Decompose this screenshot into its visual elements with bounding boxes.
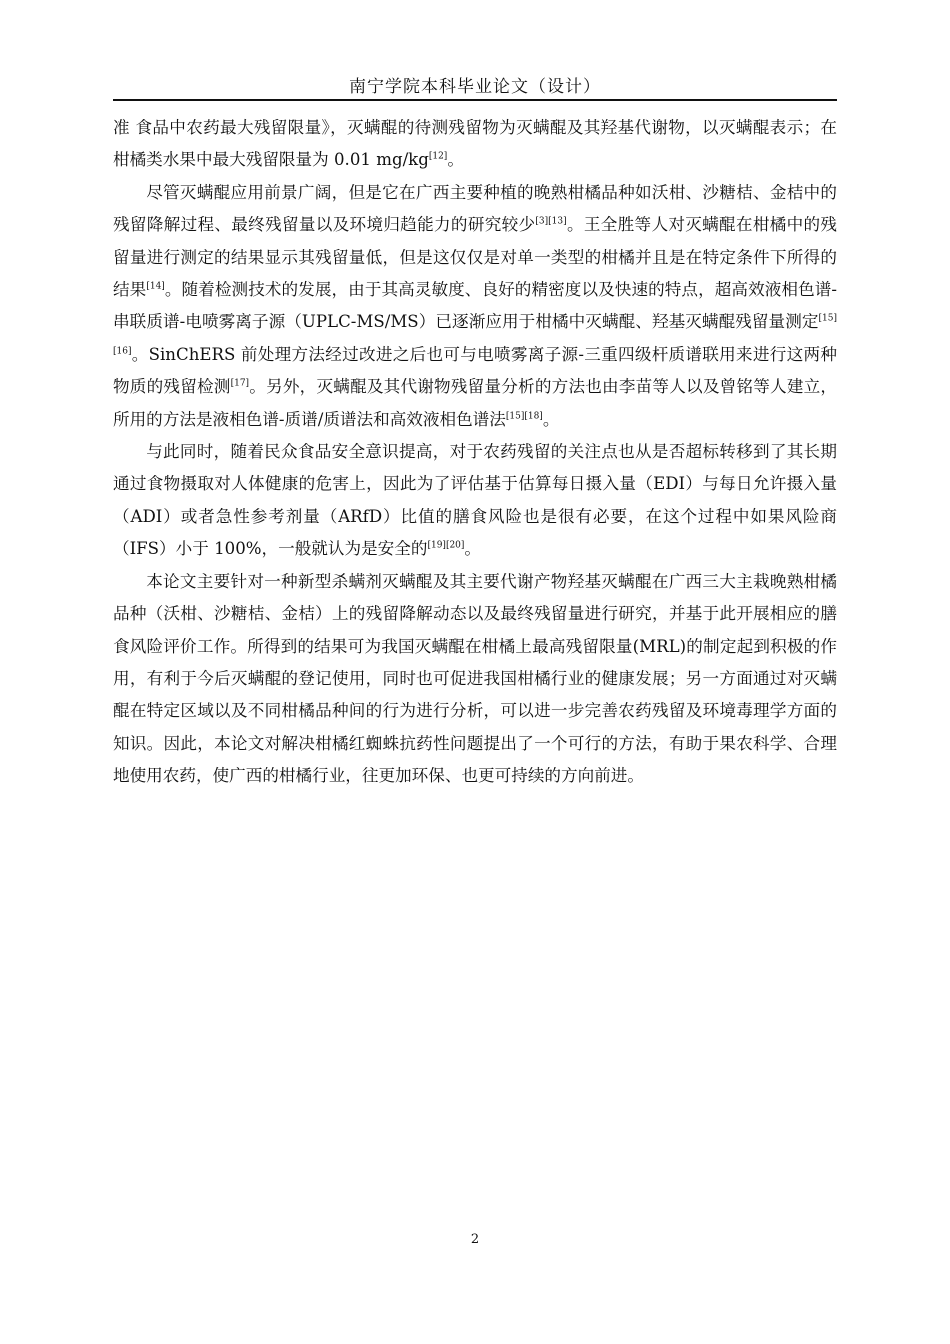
paragraph-text: 。 <box>464 539 482 559</box>
citation-ref: [19][20] <box>427 540 465 551</box>
page-header: 南宁学院本科毕业论文（设计） <box>349 77 601 97</box>
paragraph-text: 。 <box>447 150 464 170</box>
paragraph <box>113 566 837 793</box>
citation-ref: [12] <box>428 151 448 162</box>
paragraph-text: 准 食品中农药最大残留限量》，灭螨醌的待测残留物为灭螨醌及其羟基代谢物，以灭螨醌表示；在柑橘类水果中最大残留限量为 0.01 mg/kg <box>113 118 837 170</box>
paragraph-text: 与此同时，随着民众食品安全意识提高，对于农药残留的关注点也从是否超标转移到了其长期通过食物摄取对人体健康的危害上，因此为了评估基于估算每日摄入量（EDI）与每日允许摄入量（ADI）或者急性参考剂量（ARfD）比值的膳食风险也是很有必要，在这个过程中如果风险商（IFS）小于 100%，一般就认为是安全的 <box>113 442 837 559</box>
page-number: 2 <box>470 1232 480 1247</box>
body-text <box>113 112 837 793</box>
citation-ref: [14] <box>146 281 165 292</box>
paragraph-text: 尽管灭螨醌应用前景广阔，但是它在广西主要种植的晚熟柑橘品种如沃柑、沙糖桔、金桔中的残留降解过程、最终残留量以及环境归趋能力的研究较少 <box>113 182 837 235</box>
citation-ref: [17] <box>230 378 250 389</box>
citation-ref: [15][18] <box>505 411 543 422</box>
paragraph <box>113 177 837 436</box>
citation-ref: [3][13] <box>535 216 567 227</box>
citation-ref: [15][16] <box>113 313 837 357</box>
paragraph-text: 。另外，灭螨醌及其代谢物残留量分析的方法也由李苗等人以及曾铭等人建立，所用的方法是液相色谱-质谱/质谱法和高效液相色谱法 <box>113 377 838 429</box>
header-rule <box>113 99 837 101</box>
paragraph <box>113 436 837 566</box>
paragraph-text: 。王全胜等人对灭螨醌在柑橘中的残留量进行测定的结果显示其残留量低，但是这仅仅是对单一类型的柑橘并且是在特定条件下所得的结果 <box>113 215 838 300</box>
paragraph <box>113 112 837 177</box>
paragraph-text: 。随着检测技术的发展，由于其高灵敏度、良好的精密度以及快速的特点，超高效液相色谱-串联质谱-电喷雾离子源（UPLC-MS/MS）已逐渐应用于柑橘中灭螨醌、羟基灭螨醌残留量测定 <box>113 280 837 332</box>
paragraph-text: 。SinChERS 前处理方法经过改进之后也可与电喷雾离子源-三重四级杆质谱联用来进行这两种物质的残留检测 <box>113 344 837 397</box>
paragraph-text: 本论文主要针对一种新型杀螨剂灭螨醌及其主要代谢产物羟基灭螨醌在广西三大主栽晚熟柑橘品种（沃柑、沙糖桔、金桔）上的残留降解动态以及最终残留量进行研究，并基于此开展相应的膳食风险评价工作。所得到的结果可为我国灭螨醌在柑橘上最高残留限量(MRL)的制定起到积极的作用，有利于今后灭螨醌的登记使用，同时也可促进我国柑橘行业的健康发展；另一方面通过对灭螨醌在特定区域以及不同柑橘品种间的行为进行分析，可以进一步完善农药残留及环境毒理学方面的知识。因此，本论文对解决柑橘红蜘蛛抗药性问题提出了一个可行的方法，有助于果农科学、合理地使用农药，使广西的柑橘行业，往更加环保、也更可持续的方向前进。 <box>113 571 837 786</box>
paragraph-text: 。 <box>542 409 560 429</box>
